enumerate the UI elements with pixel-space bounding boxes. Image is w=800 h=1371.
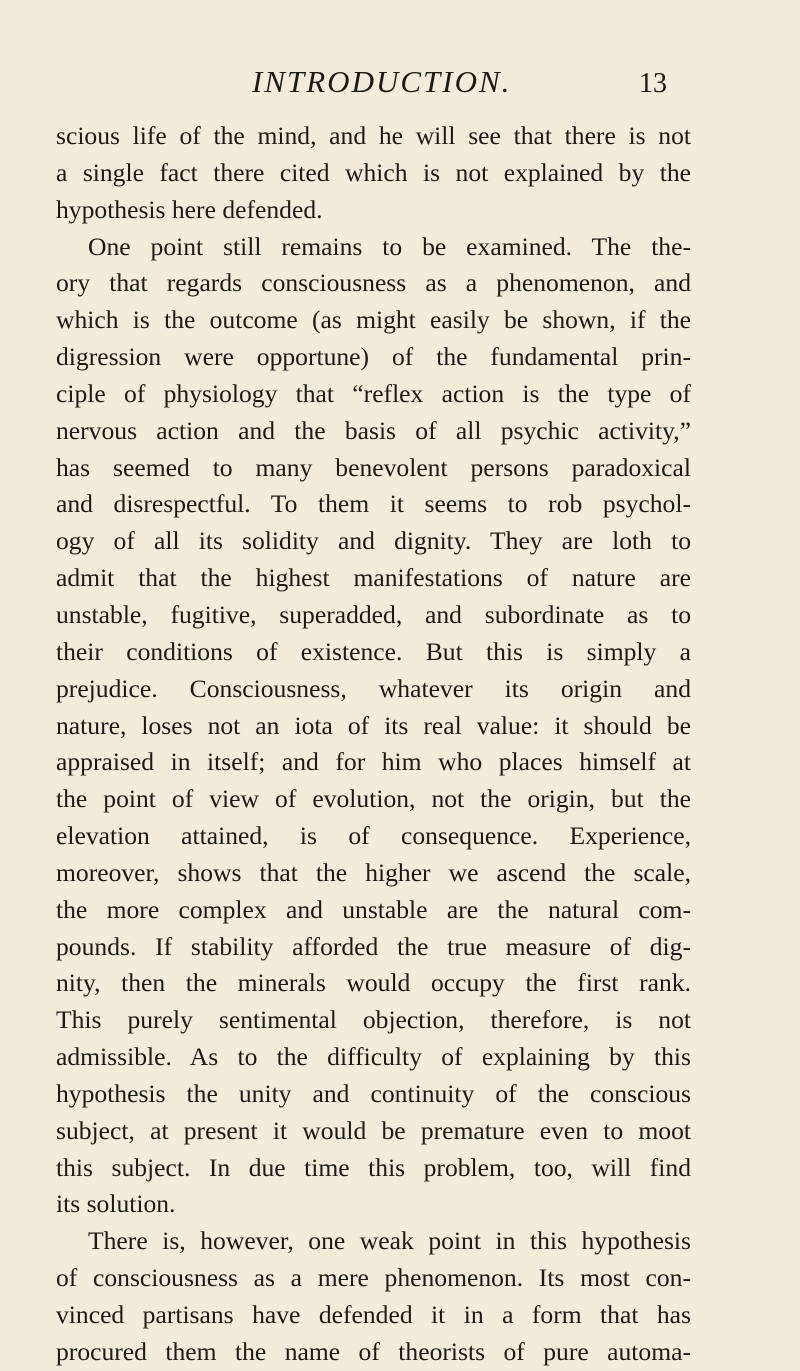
text-line: procured them the name of theorists of pure automa- <box>56 1336 691 1366</box>
text-line: their conditions of existence. But this is simply a <box>56 636 691 666</box>
text-line: and disrespectful. To them it seems to rob psychol- <box>56 489 691 519</box>
text-line: digression were opportune) of the fundamental prin- <box>56 342 691 372</box>
text-line: unstable, fugitive, superadded, and subordinate as to <box>56 599 691 629</box>
text-line: nervous action and the basis of all psychic activity,” <box>56 415 691 445</box>
page-number: 13 <box>639 68 667 99</box>
text-line: has seemed to many benevolent persons paradoxical <box>56 452 691 482</box>
text-line: pounds. If stability afforded the true measure of dig- <box>56 931 691 961</box>
text-line: hypothesis here defended. <box>56 194 323 224</box>
running-head <box>0 62 800 102</box>
text-line: ory that regards consciousness as a phenomenon, and <box>56 268 691 298</box>
text-line: nity, then the minerals would occupy the first rank. <box>56 968 691 998</box>
text-line: admissible. As to the difficulty of explaining by this <box>56 1042 691 1072</box>
text-line: ciple of physiology that “reflex action is the type of <box>56 378 691 408</box>
text-line: which is the outcome (as might easily be shown, if the <box>56 305 691 335</box>
text-line: vinced partisans have defended it in a form that has <box>56 1300 691 1329</box>
text-line: This purely sentimental objection, therefore, is not <box>56 1005 691 1035</box>
text-line: scious life of the mind, and he will see that there is not <box>56 121 691 150</box>
text-line: One point still remains to be examined. The the- <box>88 231 691 261</box>
text-line: moreover, shows that the higher we ascend the scale, <box>56 857 691 887</box>
body-text <box>56 118 691 1371</box>
text-line: a single fact there cited which is not explained by the <box>56 157 691 187</box>
text-line: the point of view of evolution, not the origin, but the <box>56 784 691 814</box>
text-line: the more complex and unstable are the natural com- <box>56 894 691 924</box>
text-line: hypothesis the unity and continuity of the conscious <box>56 1078 691 1108</box>
text-line: admit that the highest manifestations of nature are <box>56 563 691 593</box>
text-line: There is, however, one weak point in this hypothesis <box>88 1226 691 1256</box>
text-line: its solution. <box>56 1189 176 1219</box>
text-line: prejudice. Consciousness, whatever its origin and <box>56 673 691 703</box>
text-line: nature, loses not an iota of its real value: it should be <box>56 710 691 740</box>
text-line: elevation attained, is of consequence. Experience, <box>56 821 691 851</box>
running-title: INTRODUCTION. <box>252 64 512 99</box>
text-line: appraised in itself; and for him who places himself at <box>56 747 691 777</box>
text-line: subject, at present it would be premature even to moot <box>56 1115 691 1145</box>
text-line: ogy of all its solidity and dignity. They are loth to <box>56 526 691 556</box>
text-line: of consciousness as a mere phenomenon. Its most con- <box>56 1263 691 1293</box>
text-line: this subject. In due time this problem, too, will find <box>56 1152 691 1182</box>
